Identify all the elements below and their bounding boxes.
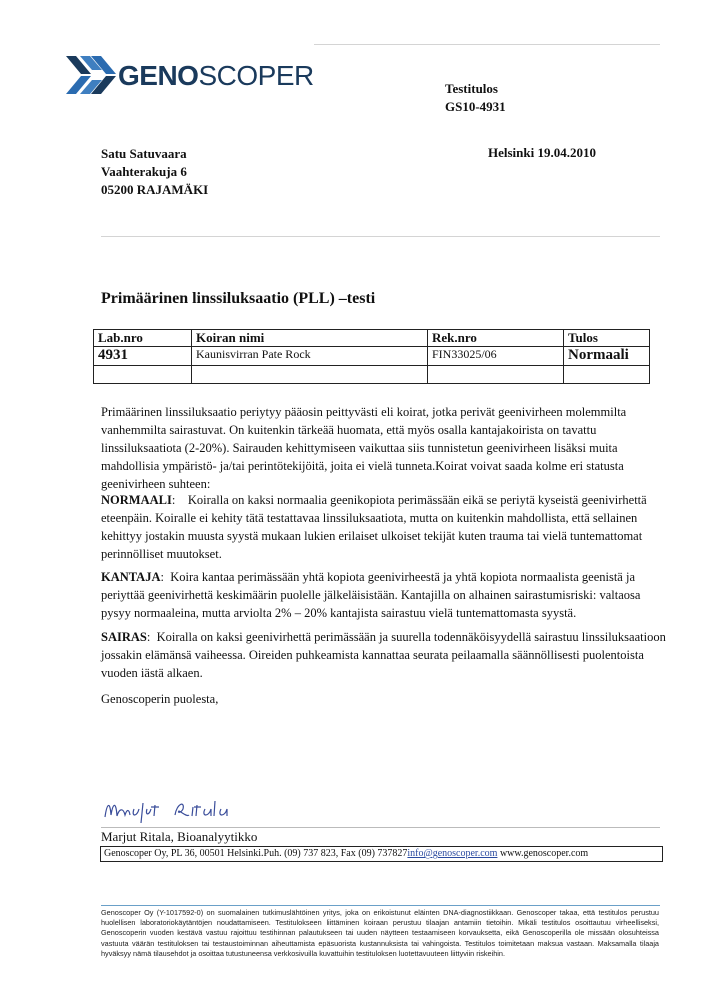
logo-wordmark: GENOSCOPER	[118, 60, 314, 91]
empty-cell	[192, 366, 428, 384]
status-sep: :	[146, 630, 157, 644]
intro-paragraph: Primäärinen linssiluksaatio periytyy pääosin peittyvästi eli koirat, jotka perivät geenivirheen molemmilta vanhemmilta sairastuvat. On kuitenkin tärkeää huomata, että myös osalla kantajakoirista on tavattu linssiluksaatiota (2-20%). Sairauden kehittymiseen vaikuttaa siis tunnistetun geenivirheen lisäksi muita mahdollisia ympäristö- ja/tai perintötekijöitä, joita ei vielä tunneta.Koirat voivat saada kolme eri statusta geenivirheen suhteen:	[101, 405, 627, 491]
cell-dog-name: Kaunisvirran Pate Rock	[192, 347, 428, 366]
contact-text: Genoscoper Oy, PL 36, 00501 Helsinki.Puh. (09) 737 823, Fax (09) 737827	[104, 848, 408, 859]
company-logo	[66, 52, 314, 98]
report-number: GS10-4931	[445, 99, 506, 114]
cell-rek-nro: FIN33025/06	[428, 347, 564, 366]
result-table	[93, 329, 650, 384]
result-table-header	[94, 330, 650, 347]
status-label: SAIRAS	[101, 630, 147, 644]
test-title: Primäärinen linssiluksaatio (PLL) –testi	[101, 290, 376, 307]
contact-web: www.genoscoper.com	[497, 848, 589, 859]
genoscoper-logo-icon	[66, 54, 116, 96]
table-row-empty	[94, 366, 650, 384]
cell-lab-nro: 4931	[94, 347, 192, 366]
contact-email-link[interactable]: info@genoscoper.com	[407, 848, 498, 859]
header-result: Tulos	[564, 330, 650, 347]
signature-rule	[101, 827, 660, 828]
place-date: Helsinki 19.04.2010	[488, 145, 596, 160]
status-label: NORMAALI	[101, 493, 172, 507]
header-rek-nro: Rek.nro	[428, 330, 564, 347]
report-id-block	[445, 80, 506, 116]
empty-cell	[428, 366, 564, 384]
status-sep: :	[171, 493, 188, 507]
empty-cell	[564, 366, 650, 384]
status-text: Koira kantaa perimässään yhtä kopiota geenivirheestä ja yhtä kopiota normaalista geenistä ja periyttää geenivirhettä keskimäärin puolelle jälkeläisistään. Kantajilla on alhainen sairastumisriski: valtaosa pysyy normaaleina, mutta arviolta 2% – 20% kantajista sairastuu vielä tuntemattomasta syystä.	[101, 570, 641, 620]
address-divider	[101, 236, 660, 237]
status-sep: :	[160, 570, 171, 584]
table-row	[94, 347, 650, 366]
status-text: Koiralla on kaksi normaalia geenikopiota perimässään eikä se periytä kyseistä geenivirhettä eteenpäin. Koiralle ei kehity tätä testattavaa linssiluksaatiota, mutta on kuitenkin mahdollista, että sellainen kehittyy jostakin muusta syystä mukaan lukien erilaiset ulkoiset tekijät kuten trauma tai vielä tuntemattomat perinnölliset muutokset.	[101, 493, 647, 561]
empty-cell	[94, 366, 192, 384]
recipient-name: Satu Satuvaara	[101, 146, 187, 161]
top-rule	[314, 44, 660, 45]
closing-line: Genoscoperin puolesta,	[101, 692, 219, 706]
report-label: Testitulos	[445, 81, 498, 96]
signer-title: Marjut Ritala, Bioanalyytikko	[101, 829, 258, 844]
cell-result: Normaali	[564, 347, 650, 366]
status-label: KANTAJA	[101, 570, 161, 584]
footer-rule	[101, 905, 660, 906]
footer-disclaimer: Genoscoper Oy (Y-1017592-0) on suomalainen tutkimuslähtöinen yritys, joka on erikoistunut eläinten DNA-diagnostiikkaan. Genoscoper takaa, että testitulos perustuu huolellisen laboratoriokäytäntöjen noudattamiseen. Testitulokseen liittäminen koiraan perustuu tilaajan antamiin tietoihin. Mikäli testitulos osoittautuu virheelliseksi, Genoscoperin vuoden kestävä vastuu rajoittuu testihinnan palautukseen tai uuden näytteen testaamiseen korvauksetta, eikä Genoscoperilla ole missään olosuhteissa vastuuta väärän testituloksen tai testaustoiminnan aiheuttamista epäsuorista kustannuksista tai vahingoista. Testitulos toimitetaan maksua vastaan. Maksamalla tilaaja hyväksyy nämä tilausehdot ja osoittaa tutustuneensa verkkosivuilla kuvattuihin testituloksen luotettavuuteen liittyviin riskeihin.	[101, 908, 659, 958]
contact-info	[100, 846, 663, 862]
recipient-address	[101, 145, 208, 199]
recipient-street: Vaahterakuja 6	[101, 164, 187, 179]
status-kantaja	[101, 568, 666, 622]
handwritten-signature	[101, 795, 261, 827]
status-sairas	[101, 628, 666, 682]
recipient-postal: 05200 RAJAMÄKI	[101, 182, 209, 197]
header-dog-name: Koiran nimi	[192, 330, 428, 347]
status-text: Koiralla on kaksi geenivirhettä perimässään ja suurella todennäköisyydellä sairastuu linssiluksaatioon jossakin elämänsä vaiheessa. Oireiden puhkeamista kannattaa seurata peilaamalla säännöllisesti puolentoista vuoden iästä alkaen.	[101, 630, 666, 680]
header-lab-nro: Lab.nro	[94, 330, 192, 347]
status-normaali	[101, 491, 666, 563]
